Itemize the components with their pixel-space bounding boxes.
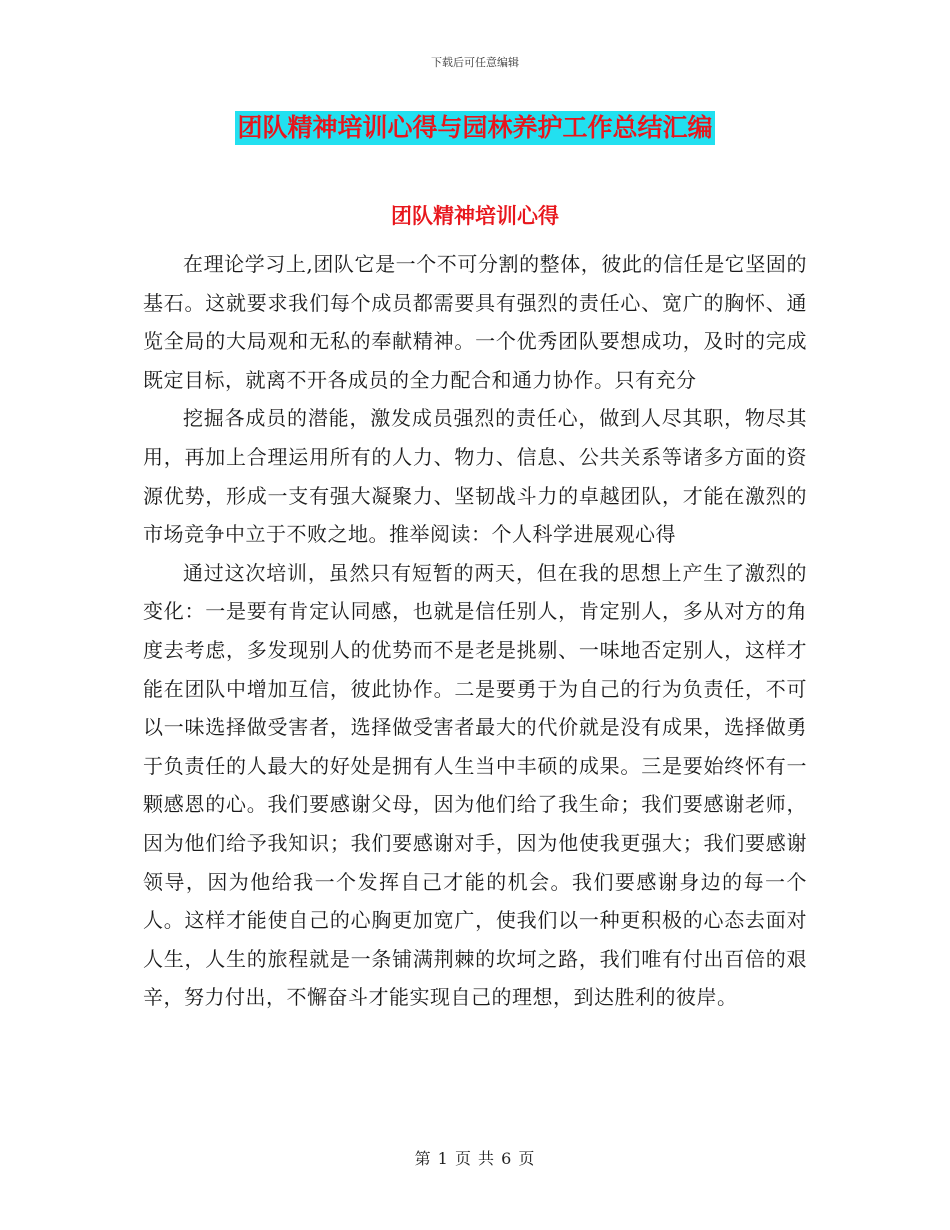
document-title-wrapper: [0, 111, 950, 145]
header-note: 下载后可任意编辑: [431, 56, 519, 69]
document-title: 团队精神培训心得与园林养护工作总结汇编: [235, 111, 714, 145]
paragraph: 挖掘各成员的潜能，激发成员强烈的责任心，做到人尽其职，物尽其用，再加上合理运用所有的人力、物力、信息、公共关系等诸多方面的资源优势，形成一支有强大凝聚力、坚韧战斗力的卓越团队，才能在激烈的市场竞争中立于不败之地。推举阅读：个人科学进展观心得: [143, 406, 807, 547]
paragraph: 在理论学习上,团队它是一个不可分割的整体，彼此的信任是它坚固的基石。这就要求我们每个成员都需要具有强烈的责任心、宽广的胸怀、通览全局的大局观和无私的奉献精神。一个优秀团队要想成功，及时的完成既定目标，就离不开各成员的全力配合和通力协作。只有充分: [143, 252, 807, 392]
page-indicator: 第 1 页 共 6 页: [414, 1149, 536, 1168]
paragraph: 通过这次培训，虽然只有短暂的两天，但在我的思想上产生了激烈的变化：一是要有肯定认同感，也就是信任别人，肯定别人，多从对方的角度去考虑，多发现别人的优势而不是老是挑剔、一味地否定别人，这样才能在团队中增加互信，彼此协作。二是要勇于为自己的行为负责任，不可以一味选择做受害者，选择做受害者最大的代价就是没有成果，选择做勇于负责任的人最大的好处是拥有人生当中丰硕的成果。三是要始终怀有一颗感恩的心。我们要感谢父母，因为他们给了我生命；我们要感谢老师，因为他们给予我知识；我们要感谢对手，因为他使我更强大；我们要感谢领导，因为他给我一个发挥自己才能的机会。我们要感谢身边的每一个人。这样才能使自己的心胸更加宽广，使我们以一种更积极的心态去面对人生，人生的旅程就是一条铺满荆棘的坎坷之路，我们唯有付出百倍的艰辛，努力付出，不懈奋斗才能实现自己的理想，到达胜利的彼岸。: [143, 560, 807, 1010]
section-title: 团队精神培训心得: [391, 203, 559, 228]
document-body: [143, 245, 807, 1017]
